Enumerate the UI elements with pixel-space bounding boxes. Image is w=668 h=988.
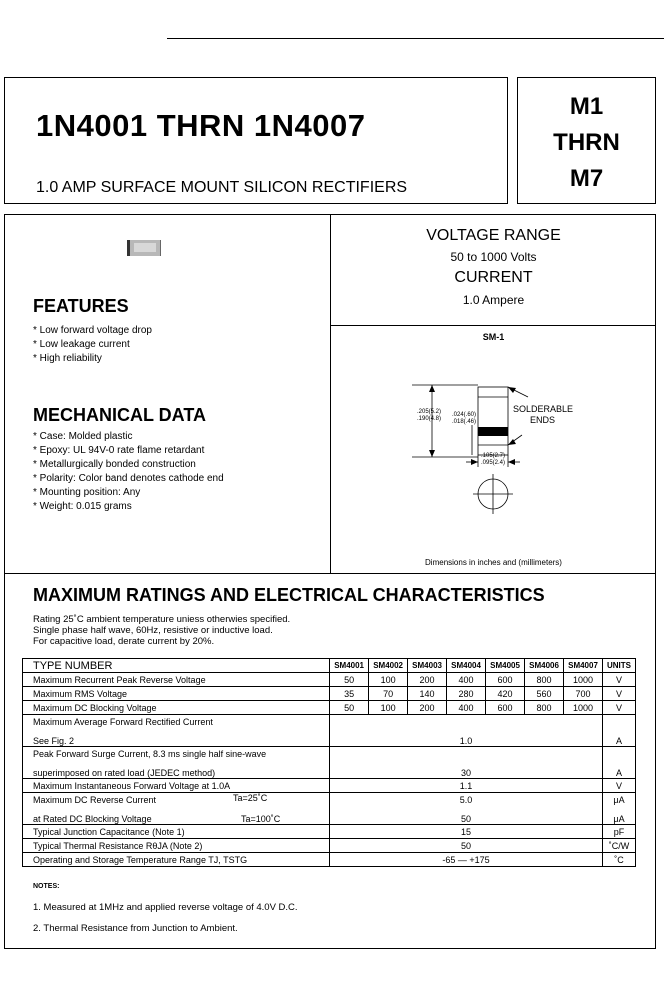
- col-model: SM4002: [369, 659, 408, 673]
- unit-cell: μA: [603, 793, 636, 807]
- side-code-line: THRN: [553, 129, 620, 156]
- row-label-text: Maximum DC Reverse Current: [33, 794, 157, 805]
- package-name: SM-1: [482, 332, 505, 342]
- row-label: Maximum Average Forward Rectified Current: [23, 715, 330, 729]
- dimensions-note: Dimensions in inches and (millimeters): [425, 558, 562, 567]
- cell: 700: [564, 687, 603, 701]
- unit-cell: V: [603, 779, 636, 793]
- rating-conditions: [33, 614, 290, 647]
- row-label-text: at Rated DC Blocking Voltage: [33, 814, 152, 824]
- cell: 35: [330, 687, 369, 701]
- top-rule: [167, 38, 664, 39]
- table-row: [23, 807, 636, 825]
- table-row: [23, 747, 636, 761]
- row-label: [23, 807, 330, 825]
- cell: 50: [330, 673, 369, 687]
- unit-cell: V: [603, 701, 636, 715]
- row-label: [23, 793, 330, 807]
- unit-cell: V: [603, 673, 636, 687]
- notes-heading: NOTES:: [33, 883, 60, 890]
- col-type-number: TYPE NUMBER: [23, 659, 330, 673]
- features-heading: FEATURES: [33, 296, 129, 316]
- unit-cell: A: [603, 761, 636, 779]
- current-value: 1.0 Ampere: [462, 293, 525, 307]
- list-item: * Epoxy: UL 94V-0 rate flame retardant: [33, 445, 205, 456]
- col-model: SM4004: [447, 659, 486, 673]
- col-model: SM4006: [525, 659, 564, 673]
- condition-line: Rating 25˚C ambient temperature uniess otherwies specified.: [33, 614, 291, 625]
- dim-height-label: .205(5.2): [417, 409, 442, 415]
- cell: 1.1: [330, 779, 603, 793]
- table-row: [23, 779, 636, 793]
- table-row: [23, 761, 636, 779]
- dim-band-label: .018(.46): [452, 419, 477, 425]
- list-item: * Low forward voltage drop: [33, 325, 152, 336]
- row-label: superimposed on rated load (JEDEC method): [23, 761, 330, 779]
- divider: [330, 214, 331, 574]
- ratings-heading: MAXIMUM RATINGS AND ELECTRICAL CHARACTERISTICS: [33, 585, 545, 605]
- table-row: [23, 701, 636, 715]
- package-chip-image: [127, 240, 161, 256]
- row-label: Typical Junction Capacitance (Note 1): [23, 825, 330, 839]
- side-code: [517, 89, 656, 197]
- part-subtitle: 1.0 AMP SURFACE MOUNT SILICON RECTIFIERS: [36, 179, 408, 196]
- unit-cell: A: [603, 729, 636, 747]
- part-title: 1N4001 THRN 1N4007: [36, 108, 366, 143]
- divider: [330, 325, 656, 326]
- unit-cell: [603, 747, 636, 761]
- callout-label: SOLDERABLE: [513, 404, 574, 414]
- voltage-range-heading: VOLTAGE RANGE: [426, 227, 561, 244]
- cell: 600: [486, 673, 525, 687]
- cell: 800: [525, 673, 564, 687]
- dim-height-label: .190(4.8): [417, 416, 442, 422]
- cell: 50: [330, 807, 603, 825]
- features-list: [33, 324, 152, 366]
- row-label: Maximum RMS Voltage: [23, 687, 330, 701]
- cell: 1.0: [330, 729, 603, 747]
- cell: 70: [369, 687, 408, 701]
- cell: 800: [525, 701, 564, 715]
- col-model: SM4003: [408, 659, 447, 673]
- condition-line: Single phase half wave, 60Hz, resistive or inductive load.: [33, 625, 273, 636]
- list-item: * Low leakage current: [33, 339, 130, 350]
- cell: 15: [330, 825, 603, 839]
- row-label: Peak Forward Surge Current, 8.3 ms single half sine-wave: [23, 747, 330, 761]
- unit-cell: [603, 715, 636, 729]
- note-item: 1. Measured at 1MHz and applied reverse voltage of 4.0V D.C.: [33, 902, 298, 913]
- table-row: [23, 673, 636, 687]
- col-model: SM4001: [330, 659, 369, 673]
- list-item: * Metallurgically bonded construction: [33, 459, 196, 470]
- ratings-table: [22, 658, 636, 867]
- cell: 400: [447, 673, 486, 687]
- cell: 200: [408, 701, 447, 715]
- note-item: 2. Thermal Resistance from Junction to Ambient.: [33, 923, 238, 934]
- cell: 600: [486, 701, 525, 715]
- row-label: Maximum Recurrent Peak Reverse Voltage: [23, 673, 330, 687]
- cell: [330, 715, 603, 729]
- cell: 140: [408, 687, 447, 701]
- list-item: * Weight: 0.015 grams: [33, 501, 132, 512]
- cell: 560: [525, 687, 564, 701]
- col-model: SM4005: [486, 659, 525, 673]
- package-outline-drawing: [400, 375, 590, 525]
- callout-label: ENDS: [530, 415, 556, 425]
- cathode-band: [478, 427, 508, 436]
- condition-line: For capacitive load, derate current by 20%.: [33, 636, 215, 647]
- cell: 30: [330, 761, 603, 779]
- row-label: Maximum DC Blocking Voltage: [23, 701, 330, 715]
- row-label: See Fig. 2: [23, 729, 330, 747]
- side-code-line: M7: [569, 165, 604, 192]
- cell: 420: [486, 687, 525, 701]
- row-label: Operating and Storage Temperature Range TJ, TSTG: [23, 853, 330, 867]
- dim-band-label: .024(.60): [452, 412, 477, 418]
- table-row: [23, 793, 636, 807]
- cell: [330, 747, 603, 761]
- unit-cell: ˚C/W: [603, 839, 636, 853]
- cell: 400: [447, 701, 486, 715]
- cell: 50: [330, 701, 369, 715]
- cell: 5.0: [330, 793, 603, 807]
- cell: 1000: [564, 701, 603, 715]
- table-header-row: [23, 659, 636, 673]
- row-label: Maximum Instantaneous Forward Voltage at 1.0A: [23, 779, 330, 793]
- cell: 200: [408, 673, 447, 687]
- col-units: UNITS: [603, 659, 636, 673]
- cell: 100: [369, 673, 408, 687]
- dim-width-label: .095(2.4): [481, 460, 506, 466]
- table-row: [23, 853, 636, 867]
- voltage-range-value: 50 to 1000 Volts: [450, 250, 537, 264]
- condition-text: Ta=25˚C: [233, 793, 268, 803]
- table-row: [23, 825, 636, 839]
- dim-width-label: .105(2.7): [481, 453, 506, 459]
- cell: 50: [330, 839, 603, 853]
- cell: 100: [369, 701, 408, 715]
- unit-cell: ˚C: [603, 853, 636, 867]
- row-label: Typical Thermal Resistance RθJA (Note 2): [23, 839, 330, 853]
- list-item: * Polarity: Color band denotes cathode end: [33, 473, 224, 484]
- table-row: [23, 687, 636, 701]
- cell: -65 — +175: [330, 853, 603, 867]
- mechanical-heading: MECHANICAL DATA: [33, 405, 206, 425]
- col-model: SM4007: [564, 659, 603, 673]
- list-item: * Mounting position: Any: [33, 487, 141, 498]
- divider: [4, 573, 656, 574]
- current-heading: CURRENT: [454, 269, 533, 286]
- table-row: [23, 729, 636, 747]
- cell: 280: [447, 687, 486, 701]
- mechanical-list: [33, 430, 224, 514]
- unit-cell: μA: [603, 807, 636, 825]
- unit-cell: V: [603, 687, 636, 701]
- unit-cell: pF: [603, 825, 636, 839]
- list-item: * Case: Molded plastic: [33, 431, 133, 442]
- table-row: [23, 715, 636, 729]
- list-item: * High reliability: [33, 353, 102, 364]
- condition-text: Ta=100˚C: [241, 814, 281, 824]
- table-row: [23, 839, 636, 853]
- side-code-line: M1: [569, 93, 604, 120]
- cell: 1000: [564, 673, 603, 687]
